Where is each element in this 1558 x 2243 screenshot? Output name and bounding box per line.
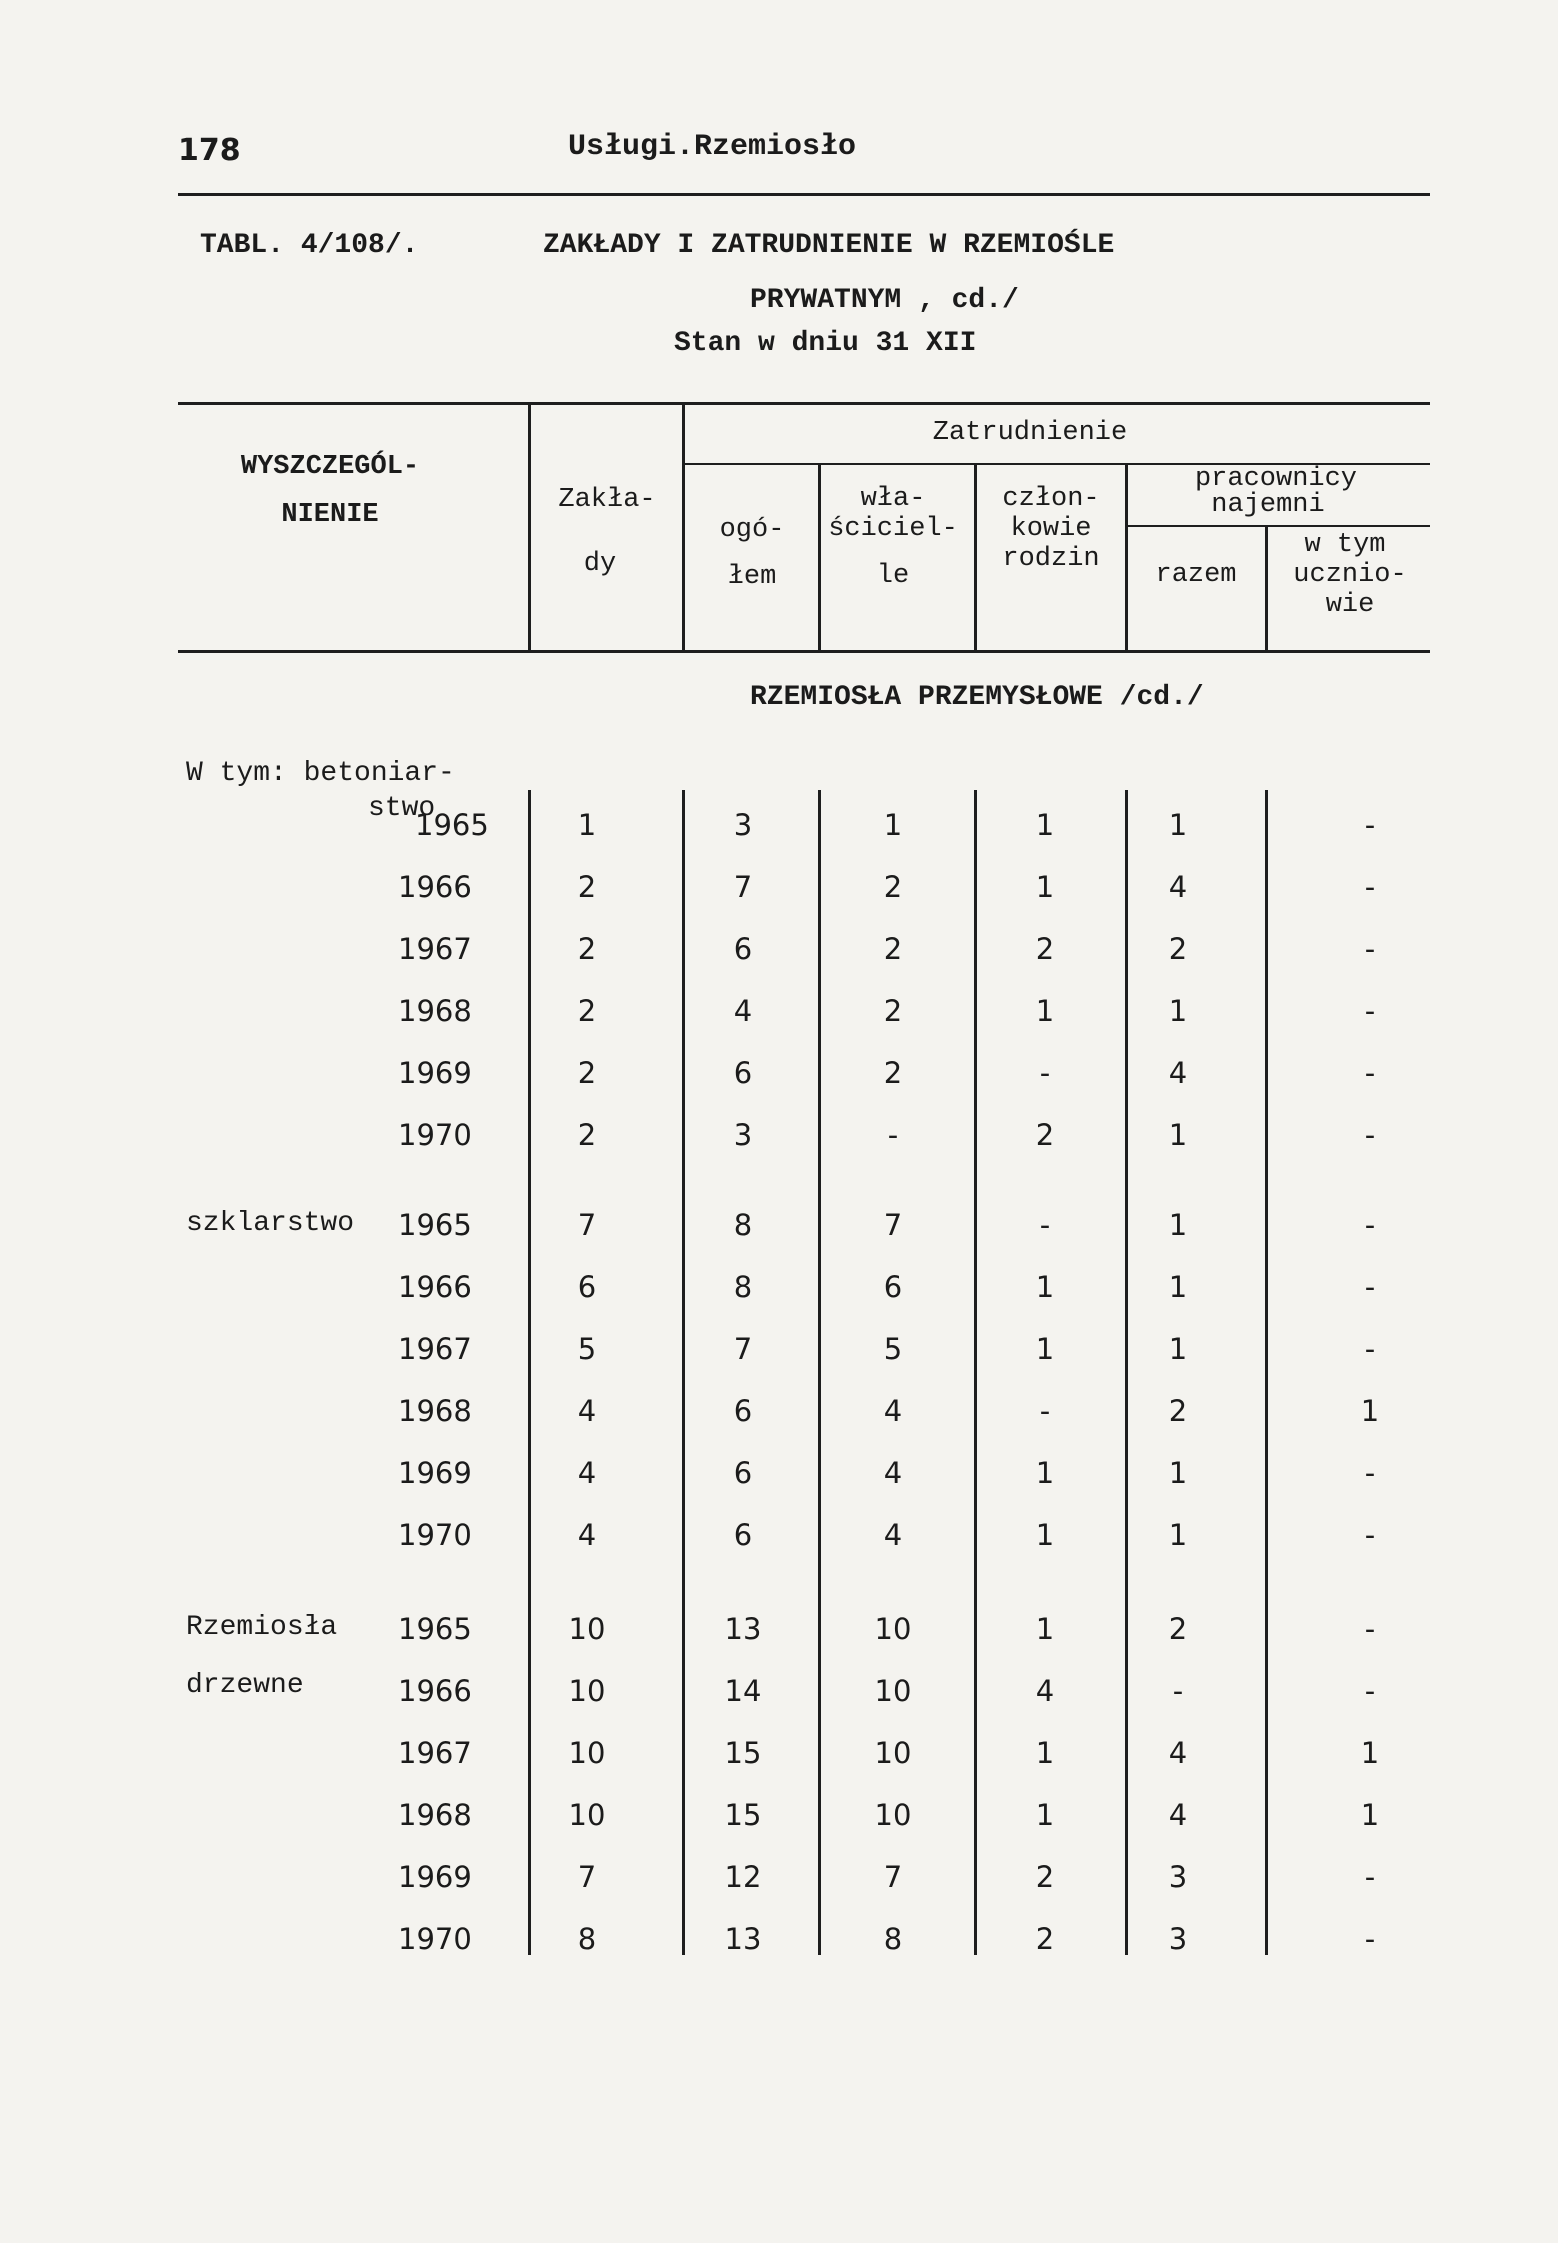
cell-ogolem: 3 [733, 808, 753, 842]
table-title-line3: Stan w dniu 31 XII [674, 328, 977, 359]
cell-uczniowie: - [1364, 808, 1376, 842]
cell-razem: 2 [1168, 1394, 1188, 1428]
year-cell: 1968 [398, 994, 472, 1028]
cell-razem: 1 [1168, 1118, 1188, 1152]
cell-uczniowie: - [1364, 1270, 1376, 1304]
top-rule [178, 193, 1430, 196]
cell-ogolem: 6 [733, 1056, 753, 1090]
header-zaklady-1: Zakła- [558, 485, 656, 515]
cell-uczniowie: - [1364, 1056, 1376, 1090]
cell-razem: 2 [1168, 932, 1188, 966]
cell-wlasciciele: 10 [874, 1736, 912, 1770]
body-vline-3 [818, 790, 821, 1955]
header-pracownicy-1: pracownicy [1194, 464, 1358, 494]
year-cell: 1966 [398, 870, 472, 904]
header-wlasciciele-2: ściciel- [828, 514, 958, 544]
cell-ogolem: 4 [733, 994, 753, 1028]
cell-czlonkowie: 2 [1035, 932, 1055, 966]
header-wtym-1: w tym [1304, 530, 1386, 560]
cell-wlasciciele: 2 [883, 1056, 903, 1090]
header-ogolem-2: łem [727, 562, 777, 592]
cell-ogolem: 13 [724, 1612, 762, 1646]
header-czlonkowie-1: człon- [1002, 484, 1100, 514]
year-cell: 1970 [398, 1518, 472, 1552]
cell-wlasciciele: 7 [883, 1860, 903, 1894]
year-cell: 1965 [415, 808, 489, 842]
cell-uczniowie: - [1364, 932, 1376, 966]
year-cell: 1969 [398, 1456, 472, 1490]
cell-czlonkowie: 1 [1035, 1456, 1055, 1490]
cell-zaklady: 10 [568, 1612, 606, 1646]
cell-uczniowie: - [1364, 1332, 1376, 1366]
cell-razem: 1 [1168, 994, 1188, 1028]
cell-razem: 1 [1168, 1456, 1188, 1490]
cell-uczniowie: - [1364, 870, 1376, 904]
cell-razem: 4 [1168, 1736, 1188, 1770]
group-label: W tym: betoniar- [186, 758, 455, 789]
cell-razem: 2 [1168, 1612, 1188, 1646]
page-number: 178 [178, 133, 241, 168]
cell-ogolem: 13 [724, 1922, 762, 1956]
cell-zaklady: 5 [577, 1332, 597, 1366]
cell-ogolem: 6 [733, 932, 753, 966]
header-razem: razem [1155, 560, 1237, 590]
header-czlonkowie-3: rodzin [1002, 544, 1100, 574]
header-wlasciciele-3: le [876, 561, 910, 591]
cell-uczniowie: - [1364, 1208, 1376, 1242]
cell-zaklady: 2 [577, 1056, 597, 1090]
cell-razem: 3 [1168, 1860, 1188, 1894]
year-cell: 1968 [398, 1798, 472, 1832]
cell-zaklady: 4 [577, 1394, 597, 1428]
cell-uczniowie: - [1364, 1674, 1376, 1708]
cell-czlonkowie: 1 [1035, 808, 1055, 842]
cell-wlasciciele: 4 [883, 1456, 903, 1490]
cell-uczniowie: - [1364, 1922, 1376, 1956]
year-cell: 1969 [398, 1056, 472, 1090]
table-title-line2: PRYWATNYM , cd./ [750, 285, 1019, 316]
header-zaklady-2: dy [583, 549, 617, 579]
cell-zaklady: 6 [577, 1270, 597, 1304]
year-cell: 1965 [398, 1612, 472, 1646]
year-cell: 1967 [398, 932, 472, 966]
cell-zaklady: 10 [568, 1674, 606, 1708]
cell-razem: 3 [1168, 1922, 1188, 1956]
header-wtym-3: wie [1325, 590, 1375, 620]
cell-czlonkowie: 1 [1035, 1736, 1055, 1770]
body-vline-2 [682, 790, 685, 1955]
header-pracownicy-2: najemni [1211, 490, 1325, 520]
year-cell: 1965 [398, 1208, 472, 1242]
header-vline-6 [1265, 525, 1268, 652]
cell-razem: 1 [1168, 1270, 1188, 1304]
cell-uczniowie: - [1364, 1612, 1376, 1646]
cell-ogolem: 15 [724, 1798, 762, 1832]
cell-zaklady: 8 [577, 1922, 597, 1956]
cell-wlasciciele: 4 [883, 1394, 903, 1428]
group-label: drzewne [186, 1670, 304, 1701]
cell-zaklady: 7 [577, 1208, 597, 1242]
header-top-rule [178, 402, 1430, 405]
cell-ogolem: 6 [733, 1518, 753, 1552]
cell-razem: - [1172, 1674, 1184, 1708]
header-wyszczegolnienie-1: WYSZCZEGÓL- [240, 452, 420, 482]
cell-zaklady: 10 [568, 1798, 606, 1832]
header-wtym-2: ucznio- [1293, 560, 1407, 590]
year-cell: 1970 [398, 1922, 472, 1956]
cell-czlonkowie: 1 [1035, 1798, 1055, 1832]
cell-uczniowie: - [1364, 1118, 1376, 1152]
year-cell: 1969 [398, 1860, 472, 1894]
body-vline-4 [974, 790, 977, 1955]
cell-wlasciciele: 10 [874, 1612, 912, 1646]
year-cell: 1967 [398, 1736, 472, 1770]
cell-wlasciciele: 10 [874, 1674, 912, 1708]
cell-zaklady: 2 [577, 870, 597, 904]
cell-razem: 1 [1168, 1332, 1188, 1366]
cell-razem: 1 [1168, 1518, 1188, 1552]
year-cell: 1966 [398, 1674, 472, 1708]
cell-zaklady: 2 [577, 994, 597, 1028]
group-label: Rzemiosła [186, 1612, 338, 1643]
year-cell: 1970 [398, 1118, 472, 1152]
cell-uczniowie: - [1364, 1518, 1376, 1552]
year-cell: 1966 [398, 1270, 472, 1304]
cell-czlonkowie: 1 [1035, 1270, 1055, 1304]
cell-zaklady: 10 [568, 1736, 606, 1770]
cell-ogolem: 7 [733, 870, 753, 904]
header-bottom-rule [178, 650, 1430, 653]
cell-wlasciciele: 5 [883, 1332, 903, 1366]
cell-czlonkowie: 1 [1035, 870, 1055, 904]
cell-zaklady: 2 [577, 932, 597, 966]
cell-czlonkowie: 2 [1035, 1860, 1055, 1894]
cell-wlasciciele: - [887, 1118, 899, 1152]
cell-razem: 1 [1168, 808, 1188, 842]
header-wyszczegolnienie-2: NIENIE [281, 500, 379, 530]
cell-czlonkowie: - [1039, 1056, 1051, 1090]
table-number: TABL. 4/108/. [200, 230, 419, 261]
group-label: szklarstwo [186, 1208, 355, 1239]
cell-wlasciciele: 2 [883, 994, 903, 1028]
cell-wlasciciele: 4 [883, 1518, 903, 1552]
year-cell: 1968 [398, 1394, 472, 1428]
cell-uczniowie: 1 [1360, 1798, 1380, 1832]
header-vline-2 [682, 402, 685, 652]
cell-wlasciciele: 2 [883, 870, 903, 904]
cell-czlonkowie: - [1039, 1208, 1051, 1242]
cell-razem: 4 [1168, 1798, 1188, 1832]
header-ogolem-1: ogó- [719, 515, 785, 545]
body-vline-6 [1265, 790, 1268, 1955]
cell-ogolem: 6 [733, 1456, 753, 1490]
cell-ogolem: 14 [724, 1674, 762, 1708]
cell-zaklady: 4 [577, 1518, 597, 1552]
group-label: stwo [368, 793, 436, 824]
cell-ogolem: 8 [733, 1270, 753, 1304]
table-title-line1: ZAKŁADY I ZATRUDNIENIE W RZEMIOŚLE [543, 230, 1115, 261]
header-zatrudnienie: Zatrudnienie [932, 418, 1128, 448]
cell-wlasciciele: 2 [883, 932, 903, 966]
header-czlonkowie-2: kowie [1010, 514, 1092, 544]
pracownicy-rule [1127, 525, 1430, 527]
cell-ogolem: 6 [733, 1394, 753, 1428]
cell-wlasciciele: 7 [883, 1208, 903, 1242]
cell-czlonkowie: - [1039, 1394, 1051, 1428]
header-wlasciciele-1: wła- [860, 484, 926, 514]
cell-czlonkowie: 1 [1035, 1612, 1055, 1646]
cell-uczniowie: 1 [1360, 1736, 1380, 1770]
header-vline-1 [528, 402, 531, 652]
cell-czlonkowie: 1 [1035, 994, 1055, 1028]
cell-czlonkowie: 1 [1035, 1518, 1055, 1552]
cell-razem: 4 [1168, 1056, 1188, 1090]
header-vline-3 [818, 463, 821, 652]
cell-razem: 4 [1168, 870, 1188, 904]
running-head: Usługi.Rzemiosło [568, 130, 857, 164]
cell-uczniowie: - [1364, 994, 1376, 1028]
cell-wlasciciele: 8 [883, 1922, 903, 1956]
cell-czlonkowie: 1 [1035, 1332, 1055, 1366]
cell-zaklady: 7 [577, 1860, 597, 1894]
year-cell: 1967 [398, 1332, 472, 1366]
cell-wlasciciele: 1 [883, 808, 903, 842]
header-vline-5 [1125, 463, 1128, 652]
cell-ogolem: 12 [724, 1860, 762, 1894]
cell-zaklady: 4 [577, 1456, 597, 1490]
cell-zaklady: 2 [577, 1118, 597, 1152]
cell-czlonkowie: 2 [1035, 1118, 1055, 1152]
cell-razem: 1 [1168, 1208, 1188, 1242]
cell-uczniowie: - [1364, 1860, 1376, 1894]
cell-wlasciciele: 6 [883, 1270, 903, 1304]
header-vline-4 [974, 463, 977, 652]
section-title: RZEMIOSŁA PRZEMYSŁOWE /cd./ [750, 682, 1204, 713]
body-vline-5 [1125, 790, 1128, 1955]
cell-ogolem: 15 [724, 1736, 762, 1770]
body-vline-1 [528, 790, 531, 1955]
cell-czlonkowie: 2 [1035, 1922, 1055, 1956]
cell-uczniowie: 1 [1360, 1394, 1380, 1428]
cell-uczniowie: - [1364, 1456, 1376, 1490]
cell-wlasciciele: 10 [874, 1798, 912, 1832]
cell-ogolem: 8 [733, 1208, 753, 1242]
cell-czlonkowie: 4 [1035, 1674, 1055, 1708]
cell-ogolem: 3 [733, 1118, 753, 1152]
cell-zaklady: 1 [577, 808, 597, 842]
cell-ogolem: 7 [733, 1332, 753, 1366]
